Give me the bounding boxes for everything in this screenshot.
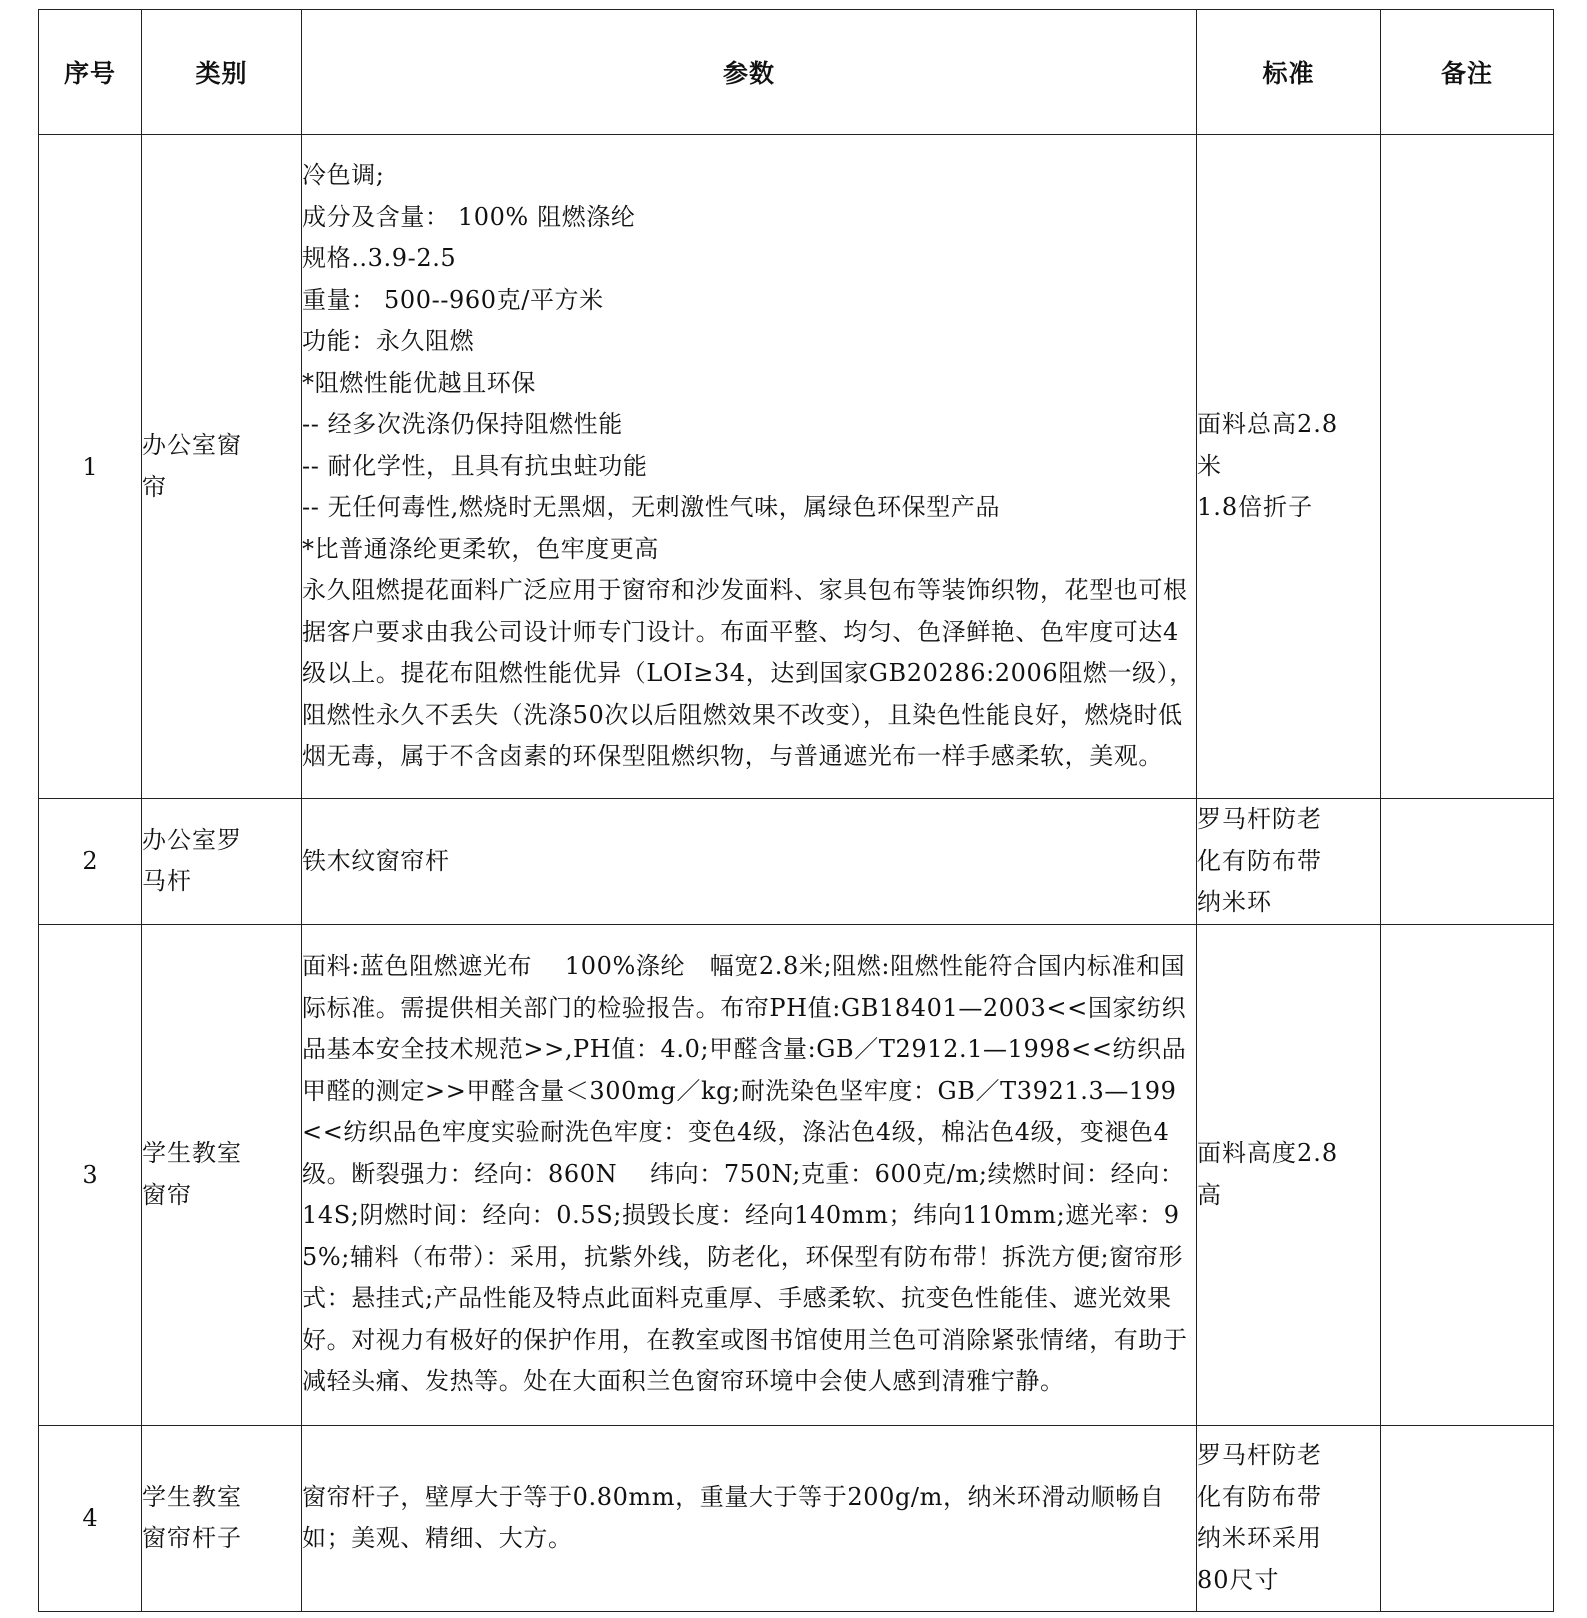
row-remark bbox=[1381, 924, 1554, 1425]
header-index: 序号 bbox=[39, 10, 142, 135]
table-row bbox=[39, 135, 1554, 799]
header-row bbox=[39, 10, 1554, 135]
table-row bbox=[39, 799, 1554, 925]
row-category: 学生教室 窗帘杆子 bbox=[142, 1425, 302, 1611]
row-category: 学生教室 窗帘 bbox=[142, 924, 302, 1425]
table-row bbox=[39, 924, 1554, 1425]
row-category: 办公室罗 马杆 bbox=[142, 799, 302, 925]
row-standard: 罗马杆防老 化有防布带 纳米环采用 80尺寸 bbox=[1197, 1425, 1381, 1611]
table-row bbox=[39, 1425, 1554, 1611]
row-standard: 面料总高2.8 米 1.8倍折子 bbox=[1197, 135, 1381, 799]
row-index: 2 bbox=[39, 799, 142, 925]
spec-table bbox=[38, 9, 1554, 1612]
header-standard: 标准 bbox=[1197, 10, 1381, 135]
row-params: 铁木纹窗帘杆 bbox=[302, 799, 1197, 925]
header-params: 参数 bbox=[302, 10, 1197, 135]
header-remark: 备注 bbox=[1381, 10, 1554, 135]
row-index: 3 bbox=[39, 924, 142, 1425]
header-category: 类别 bbox=[142, 10, 302, 135]
row-standard: 罗马杆防老 化有防布带 纳米环 bbox=[1197, 799, 1381, 925]
row-index: 1 bbox=[39, 135, 142, 799]
row-remark bbox=[1381, 135, 1554, 799]
row-index: 4 bbox=[39, 1425, 142, 1611]
row-remark bbox=[1381, 1425, 1554, 1611]
row-category: 办公室窗 帘 bbox=[142, 135, 302, 799]
row-params: 窗帘杆子，壁厚大于等于0.80mm，重量大于等于200g/m，纳米环滑动顺畅自如；美观、精细、大方。 bbox=[302, 1425, 1197, 1611]
row-params: 冷色调; 成分及含量： 100% 阻燃涤纶 规格..3.9-2.5 重量： 500--960克/平方米 功能：永久阻燃 *阻燃性能优越且环保 -- 经多次洗涤仍保持阻燃性能 -- 耐化学性，且具有抗虫蛀功能 -- 无任何毒性,燃烧时无黑烟，无刺激性气味，属绿色环保型产品 *比普通涤纶更柔软，色牢度更高 永久阻燃提花面料广泛应用于窗帘和沙发面料、家具包布等装饰织物，花型也可根据客户要求由我公司设计师专门设计。布面平整、均匀、色泽鲜艳、色牢度可达4级以上。提花布阻燃性能优异（LOI≥34，达到国家GB20286:2006阻燃一级），阻燃性永久不丢失（洗涤50次以后阻燃效果不改变），且染色性能良好，燃烧时低烟无毒，属于不含卤素的环保型阻燃织物，与普通遮光布一样手感柔软，美观。 bbox=[302, 135, 1197, 799]
row-params: 面料:蓝色阻燃遮光布 100%涤纶 幅宽2.8米;阻燃:阻燃性能符合国内标准和国际标准。需提供相关部门的检验报告。布帘PH值:GB18401—2003<<国家纺织品基本安全技术规范>>,PH值：4.0;甲醛含量:GB／T2912.1—1998<<纺织品甲醛的测定>>甲醛含量＜300mg／kg;耐洗染色坚牢度：GB／T3921.3—199<<纺织品色牢度实验耐洗色牢度：变色4级，涤沾色4级，棉沾色4级，变褪色4级。断裂强力：经向：860N 纬向：750N;克重：600克/m;续燃时间：经向：14S;阴燃时间：经向：0.5S;损毁长度：经向140mm；纬向110mm;遮光率：95%;辅料（布带）：采用，抗紫外线，防老化，环保型有防布带！拆洗方便;窗帘形式：悬挂式;产品性能及特点此面料克重厚、手感柔软、抗变色性能佳、遮光效果好。对视力有极好的保护作用，在教室或图书馆使用兰色可消除紧张情绪，有助于减轻头痛、发热等。处在大面积兰色窗帘环境中会使人感到清雅宁静。 bbox=[302, 924, 1197, 1425]
row-remark bbox=[1381, 799, 1554, 925]
row-standard: 面料高度2.8 高 bbox=[1197, 924, 1381, 1425]
